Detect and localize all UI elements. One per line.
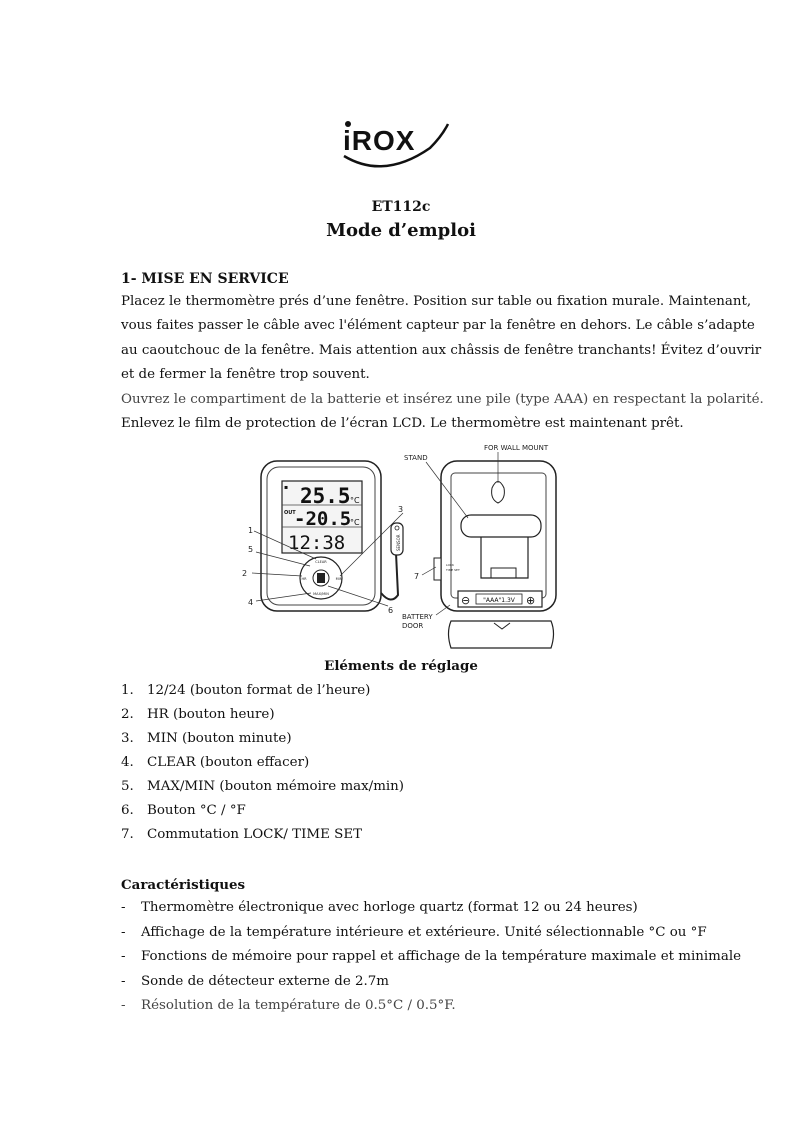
list-text: Fonctions de mémoire pour rappel et affichage de la température maximale et minimale <box>141 949 742 964</box>
battery-plus: ⊕ <box>526 594 536 607</box>
list-item <box>121 703 404 727</box>
callout-2: 2 <box>242 569 248 578</box>
battery-door <box>449 621 554 648</box>
list-number: 3. <box>121 731 134 746</box>
battery-door-label: DOOR <box>402 622 424 630</box>
model-number: ET112c <box>371 199 431 215</box>
list-item <box>121 994 741 1019</box>
button-label-clear: CLEAR <box>315 560 327 564</box>
irox-logo <box>338 110 464 176</box>
paragraph-line: Placez le thermomètre prés d’une fenêtre. Position sur table ou fixation murale. Maintenant, <box>121 294 752 309</box>
callout-line <box>328 586 388 606</box>
lcd-indoor-unit: °C <box>350 496 360 505</box>
callout-1: 1 <box>248 526 254 535</box>
lock-switch <box>434 558 441 580</box>
paragraph-line: et de fermer la fenêtre trop souvent. <box>121 367 370 383</box>
controls-list <box>121 679 404 847</box>
callout-5: 5 <box>248 545 254 554</box>
list-text: Sonde de détecteur externe de 2.7m <box>141 973 389 989</box>
list-item <box>121 751 404 775</box>
logo-text: iROX <box>343 125 416 156</box>
lock-label: LOCK <box>446 563 454 567</box>
list-text: Bouton °C / °F <box>147 803 246 818</box>
lcd-outdoor-unit: °C <box>350 518 360 527</box>
button-label-min: MIN <box>335 577 343 581</box>
list-dash: - <box>121 900 126 915</box>
list-dash: - <box>121 924 126 940</box>
battery-label: "AAA"1.3V <box>483 597 515 604</box>
list-text: Affichage de la température intérieure et extérieure. Unité sélectionnable °C ou °F <box>141 924 707 940</box>
list-dash: - <box>121 998 126 1013</box>
battery-door-label: BATTERY <box>402 613 433 621</box>
paragraph-line: Enlevez le film de protection de l’écran LCD. Le thermomètre est maintenant prêt. <box>121 416 684 432</box>
list-number: 6. <box>121 803 134 818</box>
paragraph-line: vous faites passer le câble avec l'élément capteur par la fenêtre en dehors. Le câble s’adapte <box>121 318 755 334</box>
stand-label: STAND <box>404 454 428 462</box>
list-text: CLEAR (bouton effacer) <box>147 755 310 770</box>
list-dash: - <box>121 973 126 989</box>
battery-minus: ⊖ <box>461 594 471 607</box>
list-text: HR (bouton heure) <box>147 707 275 722</box>
lcd-time: 12:38 <box>288 532 346 554</box>
list-item <box>121 679 404 703</box>
stand-clip <box>491 568 516 578</box>
button-label-hr: HR <box>301 577 307 581</box>
callout-line <box>252 573 302 576</box>
device-diagram <box>236 443 566 661</box>
list-text: MAX/MIN (bouton mémoire max/min) <box>147 779 405 794</box>
wall-mount-label: FOR WALL MOUNT <box>484 444 549 452</box>
callout-6: 6 <box>388 606 394 615</box>
battery-door-arrow <box>494 623 510 629</box>
list-item <box>121 921 741 946</box>
list-item <box>121 970 741 995</box>
callout-line <box>256 593 311 601</box>
list-item <box>121 799 404 823</box>
paragraph-line: au caoutchouc de la fenêtre. Mais attention aux châssis de fenêtre tranchants! Évitez d’ouvrir <box>121 342 762 358</box>
list-text: 12/24 (bouton format de l’heure) <box>147 683 371 698</box>
list-text: Commutation LOCK/ TIME SET <box>147 827 363 842</box>
back-casing <box>441 461 556 611</box>
list-text: MIN (bouton minute) <box>147 731 292 746</box>
list-item <box>121 823 404 847</box>
paragraph-line: Ouvrez le compartiment de la batterie et insérez une pile (type AAA) en respectant la polarité. <box>121 391 764 407</box>
lcd-indoor-temp: 25.5 <box>300 484 351 508</box>
features-heading: Caractéristiques <box>121 877 246 893</box>
list-number: 1. <box>121 683 134 698</box>
page-title: Mode d’emploi <box>326 220 476 241</box>
stand-body <box>481 537 528 578</box>
lcd-outdoor-temp: -20.5 <box>294 508 352 530</box>
callout-3: 3 <box>398 505 404 514</box>
list-dash: - <box>121 949 126 964</box>
callout-line <box>436 605 450 615</box>
callout-line <box>426 462 468 518</box>
lcd-out-label: OUT <box>284 510 296 516</box>
stand-top <box>461 515 541 537</box>
list-item <box>121 727 404 751</box>
sensor-cable <box>381 553 398 600</box>
list-number: 7. <box>121 827 134 842</box>
list-number: 5. <box>121 779 134 794</box>
list-item <box>121 775 404 799</box>
section-heading-mise-en-service: 1- MISE EN SERVICE <box>121 271 289 287</box>
button-label-maxmin: MAX/MIN <box>313 592 329 596</box>
timeset-label: TIME SET <box>446 568 460 572</box>
device-front <box>242 461 403 615</box>
list-text: Résolution de la température de 0.5°C / 0.5°F. <box>141 998 456 1013</box>
center-logo-mark <box>317 573 325 583</box>
sensor-label: SENSOR <box>396 534 401 551</box>
callout-7: 7 <box>414 572 420 581</box>
list-number: 4. <box>121 755 134 770</box>
wall-mount-hole <box>492 482 505 504</box>
figure-caption: Eléments de réglage <box>324 658 478 674</box>
device-back <box>402 444 556 648</box>
list-number: 2. <box>121 707 134 722</box>
list-item <box>121 896 741 921</box>
callout-4: 4 <box>248 598 254 607</box>
list-text: Thermomètre électronique avec horloge quartz (format 12 ou 24 heures) <box>141 900 638 915</box>
lcd-in-marker: ▪ <box>284 484 289 491</box>
callout-line <box>256 552 310 566</box>
features-list <box>121 896 741 1019</box>
setup-paragraph <box>121 290 764 436</box>
list-item <box>121 945 741 970</box>
